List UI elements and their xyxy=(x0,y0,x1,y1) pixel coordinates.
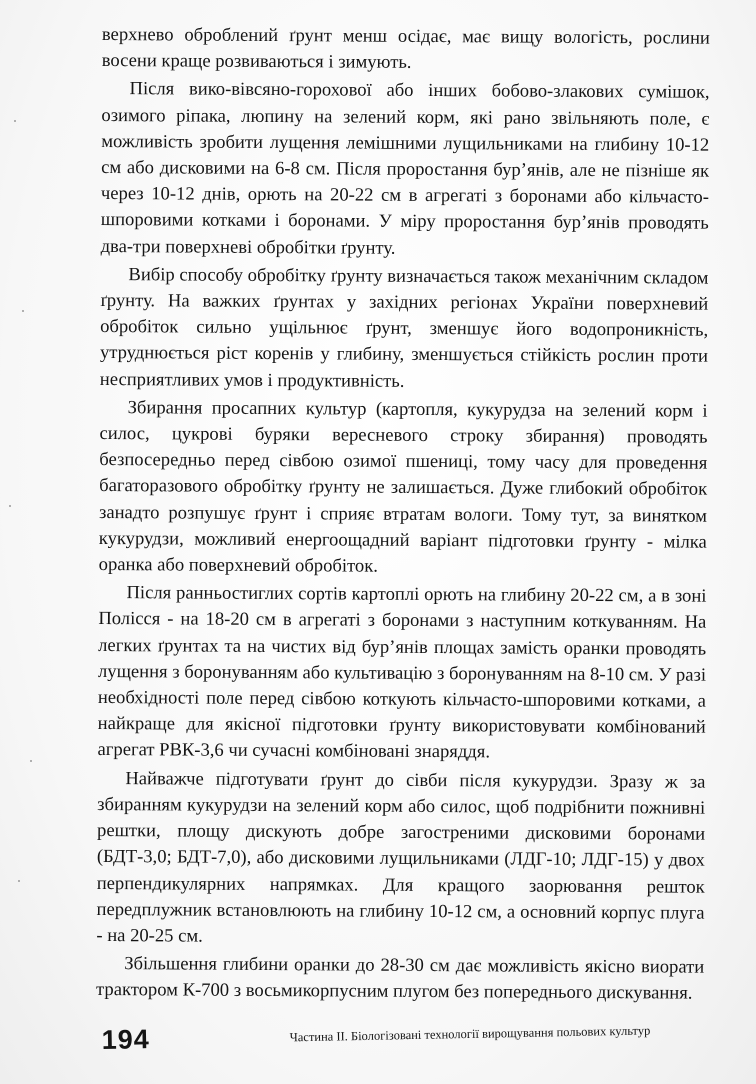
paragraph-3: Вибір способу обробітку ґрунту визначається також механічним складом ґрунту. На важких ґрунтах у західних регіонах України поверхневий обробіток сильно ущільнює ґрунт, зменшує його водопроникність, утруднюється ріст коренів у глибину, зменшується стійкість рослин проти несприятливих умов і продуктивність. xyxy=(99,263,709,392)
body-text xyxy=(96,22,710,1009)
page-number: 194 xyxy=(101,1024,151,1056)
paragraph-6: Найважче підготувати ґрунт до сівби після кукурудзи. Зразу ж за збиранням кукурудзи на зелений корм або силос, щоб подрібнити пожнивні рештки, площу дискують добре загостреними дисковими боронами (БДТ-3,0; БДТ-7,0), або дисковими лущильниками (ЛДГ-10; ЛДГ-15) у двох перпендикулярних напрямках. Для кращого заорювання решток передплужник встановлюють на глибину 10-12 см, а основний корпус плуга - на 20-25 см. xyxy=(96,767,706,947)
paragraph-5: Після ранньостиглих сортів картоплі орють на глибину 20-22 см, а в зоні Полісся - на 18-20 см в агрегаті з боронами з наступним коткуванням. На легких ґрунтах та на чистих від бур’янів площах замість оранки проводять лущення з боронуванням або культивацію з боронуванням на 8-10 см. У разі необхідності поле перед сівбою коткують кільчасто-шпоровими котками, а найкраще для якісної підготовки ґрунту використовувати комбінований агрегат РВК-3,6 чи сучасні комбіновані знаряддя. xyxy=(97,582,707,763)
running-title: Частина ІІ. Біологізовані технології вирощування польових культур xyxy=(289,1023,651,1045)
paragraph-7: Збільшення глибини оранки до 28-30 см дає можливість якісно виорати трактором К-700 з восьмикорпусним плугом без попереднього дискування. xyxy=(96,953,705,1004)
paragraph-2: Після вико-вівсяно-горохової або інших бобово-злакових сумішок, озимого ріпака, люпину на зелений корм, які рано звільняють поле, є можливість зробити лущення лемішними лущильниками на глибину 10-12 см або дисковими на 6-8 см. Після проростання бур’янів, але не пізніше як через 10-12 днів, орють на 20-22 см в агрегаті з боронами або кільчасто-шпоровими котками і боронами. У міру проростання бур’янів проводять два-три поверхневі обробітки ґрунту. xyxy=(100,78,710,259)
paragraph-4: Збирання просапних культур (картопля, кукурудза на зелений корм і силос, цукрові буряки вересневого строку збирання) проводять безпосередньо перед сівбою озимої пшениці, тому часу для проведення багаторазового обробітку ґрунту не залишається. Дуже глибокий обробіток занадто розпушує ґрунт і сприяє втратам вологи. Тому тут, за винятком кукурудзи, можливий енергоощадний варіант підготовки ґрунту - мілка оранка або поверхневий обробіток. xyxy=(98,397,708,577)
scan-speck xyxy=(14,120,16,122)
scan-speck xyxy=(22,310,24,312)
page-footer xyxy=(101,1011,712,1057)
paragraph-1: верхнево оброблений ґрунт менш осідає, має вищу вологість, рослини восени краще розвиваються і зимують. xyxy=(101,23,710,74)
scan-speck xyxy=(18,880,20,882)
scan-speck xyxy=(30,760,32,762)
scan-speck xyxy=(9,505,11,507)
